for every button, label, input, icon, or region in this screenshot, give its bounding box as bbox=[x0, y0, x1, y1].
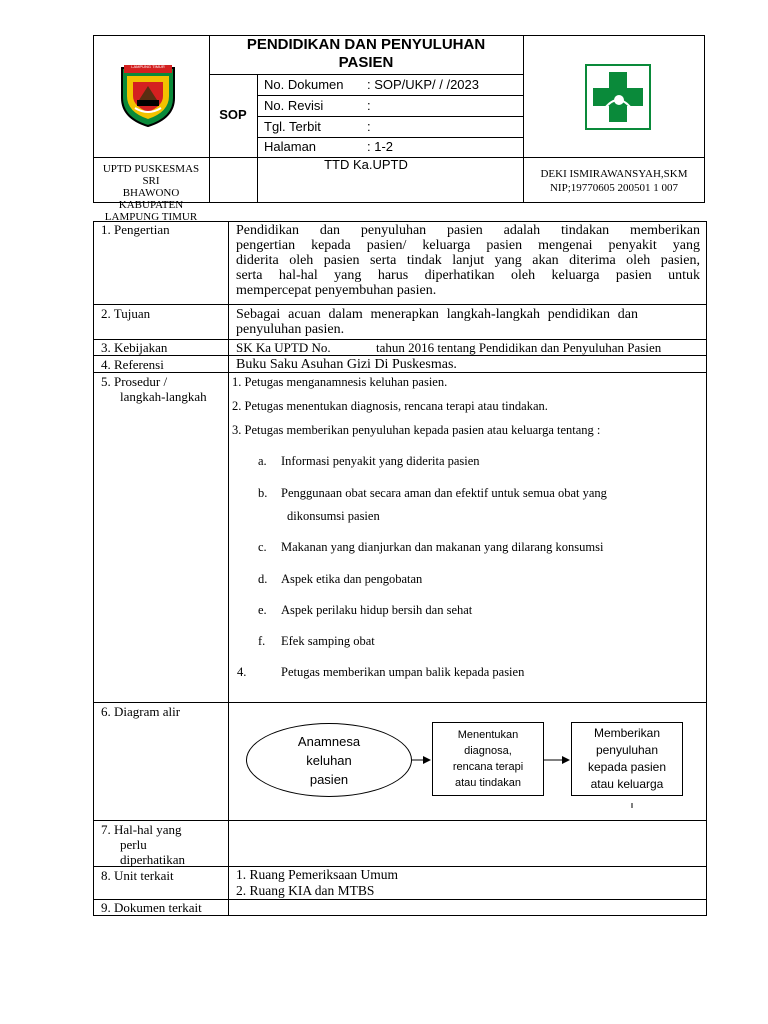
unit-list bbox=[236, 867, 398, 899]
row-label-unit: 8. Unit terkait bbox=[101, 868, 174, 883]
node-text: kepada pasien bbox=[587, 760, 667, 774]
org-line: BHAWONO KABUPATEN bbox=[118, 187, 184, 211]
meta-value: : bbox=[367, 98, 371, 113]
signer-nip: NIP;19770605 200501 1 007 bbox=[549, 182, 679, 194]
node-text: pasien bbox=[309, 771, 349, 787]
label-line: perlu bbox=[120, 837, 147, 852]
subitem-text: Aspek perilaku hidup bersih dan sehat bbox=[281, 603, 473, 617]
text-line: Sebagai acuan dalam menerapkan langkah-langkah pendidikan dan bbox=[236, 307, 638, 322]
subitem-letter: e. bbox=[258, 603, 267, 617]
node-text: rencana terapi bbox=[452, 761, 524, 773]
logo-banner-text: LAMPUNG TIMUR bbox=[131, 64, 165, 69]
text-line: Pendidikan dan penyuluhan pasien adalah tindakan memberikan bbox=[236, 223, 700, 238]
node-text: Anamnesa bbox=[297, 733, 361, 749]
signature-label: TTD Ka.UPTD bbox=[324, 157, 408, 172]
node-text: atau keluarga bbox=[590, 777, 664, 791]
step-2: 2. Petugas menentukan diagnosis, rencana terapi atau tindakan. bbox=[232, 399, 548, 413]
text-line: diderita oleh pasien serta tindak lanjut yang akan diterima oleh pasien, bbox=[236, 253, 700, 268]
node-text: Menentukan bbox=[457, 729, 519, 741]
label-line: 7. Hal-hal yang bbox=[101, 822, 182, 837]
subitem-text: Penggunaan obat secara aman dan efektif untuk semua obat yang bbox=[281, 486, 607, 500]
node-text: penyuluhan bbox=[595, 743, 659, 757]
title-line: PASIEN bbox=[338, 54, 394, 71]
row-label-pengertian: 1. Pengertian bbox=[101, 222, 170, 237]
row-label-referensi: 4. Referensi bbox=[101, 357, 164, 372]
step-4-number: 4. bbox=[237, 665, 247, 679]
row-label-tujuan: 2. Tujuan bbox=[101, 306, 151, 321]
org-line: LAMPUNG TIMUR bbox=[104, 211, 198, 223]
meta-label: No. Revisi bbox=[264, 98, 324, 113]
node-text: Memberikan bbox=[593, 726, 660, 740]
row-label-kebijakan: 3. Kebijakan bbox=[101, 340, 168, 355]
node-text: atau tindakan bbox=[454, 777, 522, 789]
subitem-letter: f. bbox=[258, 634, 266, 648]
text-line: pengertian kepada pasien/ keluarga pasien mengenai penyakit yang bbox=[236, 238, 700, 253]
sop-label: SOP bbox=[219, 107, 247, 122]
subitem-letter: a. bbox=[258, 454, 267, 468]
label-line: langkah-langkah bbox=[120, 389, 207, 404]
step-1: 1. Petugas menganamnesis keluhan pasien. bbox=[232, 375, 448, 389]
subitem-letter: b. bbox=[258, 486, 268, 500]
label-line: diperhatikan bbox=[120, 852, 185, 867]
node-text: diagnosa, bbox=[464, 745, 512, 757]
meta-label: Tgl. Terbit bbox=[264, 119, 321, 134]
step-3: 3. Petugas memberikan penyuluhan kepada pasien atau keluarga tentang : bbox=[232, 423, 601, 437]
text-line: penyuluhan pasien. bbox=[236, 322, 345, 337]
subitem-text: Efek samping obat bbox=[281, 634, 375, 648]
referensi-text: Buku Saku Asuhan Gizi Di Puskesmas. bbox=[236, 357, 457, 372]
subitem-letter: c. bbox=[258, 540, 267, 554]
subitem-text: Makanan yang dianjurkan dan makanan yang dilarang konsumsi bbox=[281, 540, 604, 554]
row-label-hal bbox=[101, 822, 185, 867]
list-item: 1. Ruang Pemeriksaan Umum bbox=[236, 867, 398, 882]
step-4: Petugas memberikan umpan balik kepada pasien bbox=[281, 665, 525, 679]
meta-value: : bbox=[367, 119, 371, 134]
meta-value: : 1-2 bbox=[367, 139, 394, 154]
row-label-dokumen: 9. Dokumen terkait bbox=[101, 900, 202, 915]
signer-name: DEKI ISMIRAWANSYAH,SKM bbox=[540, 168, 688, 180]
kebijakan-text-a: SK Ka UPTD No. bbox=[236, 340, 331, 355]
meta-value: : SOP/UKP/ / /2023 bbox=[367, 77, 479, 92]
text-line: serta hal-hal yang harus diperhatikan oleh keluarga pasien untuk bbox=[236, 268, 700, 283]
org-line: UPTD PUSKESMAS SRI bbox=[102, 163, 200, 187]
kebijakan-text-b: tahun 2016 tentang Pendidikan dan Penyuluhan Pasien bbox=[376, 340, 662, 355]
meta-label: No. Dokumen bbox=[264, 77, 344, 92]
title-line: PENDIDIKAN DAN PENYULUHAN bbox=[246, 36, 486, 53]
subitem-letter: d. bbox=[258, 572, 268, 586]
subitem-text: Informasi penyakit yang diderita pasien bbox=[281, 454, 480, 468]
node-text: keluhan bbox=[306, 752, 352, 768]
list-item: 2. Ruang KIA dan MTBS bbox=[236, 883, 375, 898]
meta-label: Halaman bbox=[264, 139, 317, 154]
label-line: 5. Prosedur / bbox=[101, 374, 168, 389]
row-label-diagram: 6. Diagram alir bbox=[101, 704, 181, 719]
text-line: mempercepat penyembuhan pasien. bbox=[236, 283, 437, 298]
subitem-text: Aspek etika dan pengobatan bbox=[281, 572, 423, 586]
subitem-text-continued: dikonsumsi pasien bbox=[287, 509, 380, 523]
